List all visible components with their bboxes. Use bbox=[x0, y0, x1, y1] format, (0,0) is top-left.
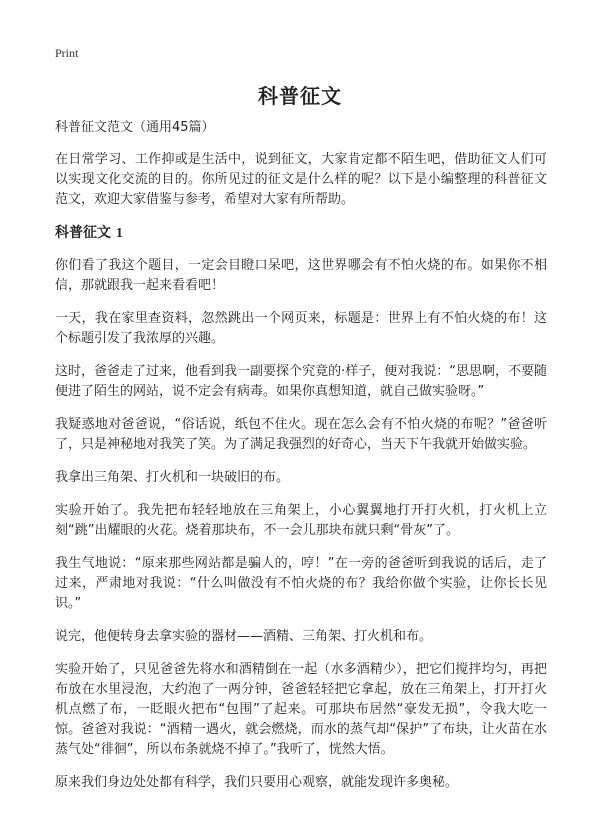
body-paragraph: 说完，他便转身去拿实验的器材——酒精、三角架、打火机和布。 bbox=[55, 629, 433, 644]
section-heading-text: 科普征文 bbox=[55, 225, 111, 241]
body-paragraph: 我拿出三角架、打火机和一块破旧的布。 bbox=[55, 470, 290, 485]
print-label[interactable]: Print bbox=[55, 46, 79, 60]
body-paragraph: 我疑惑地对爸爸说，“俗话说，纸包不住火。现在怎么会有不怕火烧的布呢？”爸爸听了，只是神秘地对我笑了笑。为了满足我强烈的好奇心，当天下午我就开始做实验。 bbox=[55, 417, 547, 452]
document-subtitle: 科普征文范文（通用45篇） bbox=[55, 120, 215, 135]
body-paragraph: 实验开始了。我先把布轻轻地放在三角架上，小心翼翼地打开打火机，打火机上立刻“跳”出耀眼的火花。烧着那块布，不一会儿那块布就只剩“骨灰”了。 bbox=[55, 503, 547, 538]
section-heading-number: 1 bbox=[115, 226, 123, 241]
body-paragraph: 原来我们身边处处都有科学，我们只要用心观察，就能发现许多奥秘。 bbox=[55, 775, 459, 790]
body-paragraph: 你们看了我这个题目，一定会目瞪口呆吧，这世界哪会有不怕火烧的布。如果你不相信，那就跟我一起来看看吧！ bbox=[55, 258, 547, 293]
body-paragraph: 一天，我在家里查资料，忽然跳出一个网页来，标题是：世界上有不怕火烧的布！这个标题引发了我浓厚的兴趣。 bbox=[55, 311, 547, 346]
section-heading bbox=[55, 223, 547, 244]
document-body bbox=[55, 118, 547, 806]
intro-paragraph: 在日常学习、工作抑或是生活中，说到征文，大家肯定都不陌生吧，借助征文人们可以实现文化交流的目的。你所见过的征文是什么样的呢？以下是小编整理的科普征文范文，欢迎大家借鉴与参考，希望对大家有所帮助。 bbox=[55, 152, 547, 207]
body-paragraph: 我生气地说：“原来那些网站都是骗人的，哼！”在一旁的爸爸听到我说的话后，走了过来，严肃地对我说：“什么叫做没有不怕火烧的布？我给你做个实验，让你长长见识。” bbox=[55, 556, 547, 611]
body-paragraph: 实验开始了，只见爸爸先将水和酒精倒在一起（水多酒精少），把它们搅拌均匀，再把布放在水里浸泡，大约泡了一两分钟，爸爸轻轻把它拿起，放在三角架上，打开打火机点燃了布，一眨眼火把布“包围”了起来。可那块布居然“豪发无损”，令我大吃一惊。爸爸对我说：“酒精一遇火，就会燃烧，而水的蒸气却“保护”了布块，让火苗在水蒸气处“徘徊”，所以布条就烧不掉了。”我听了，恍然大悟。 bbox=[55, 662, 547, 757]
document-title: 科普征文 bbox=[258, 84, 342, 108]
body-paragraph: 这时，爸爸走了过来，他看到我一副要探个究竟的·样子，便对我说：“思思啊，不要随便进了陌生的网站，说不定会有病毒。如果你真想知道，就自己做实验呀。” bbox=[55, 364, 547, 399]
